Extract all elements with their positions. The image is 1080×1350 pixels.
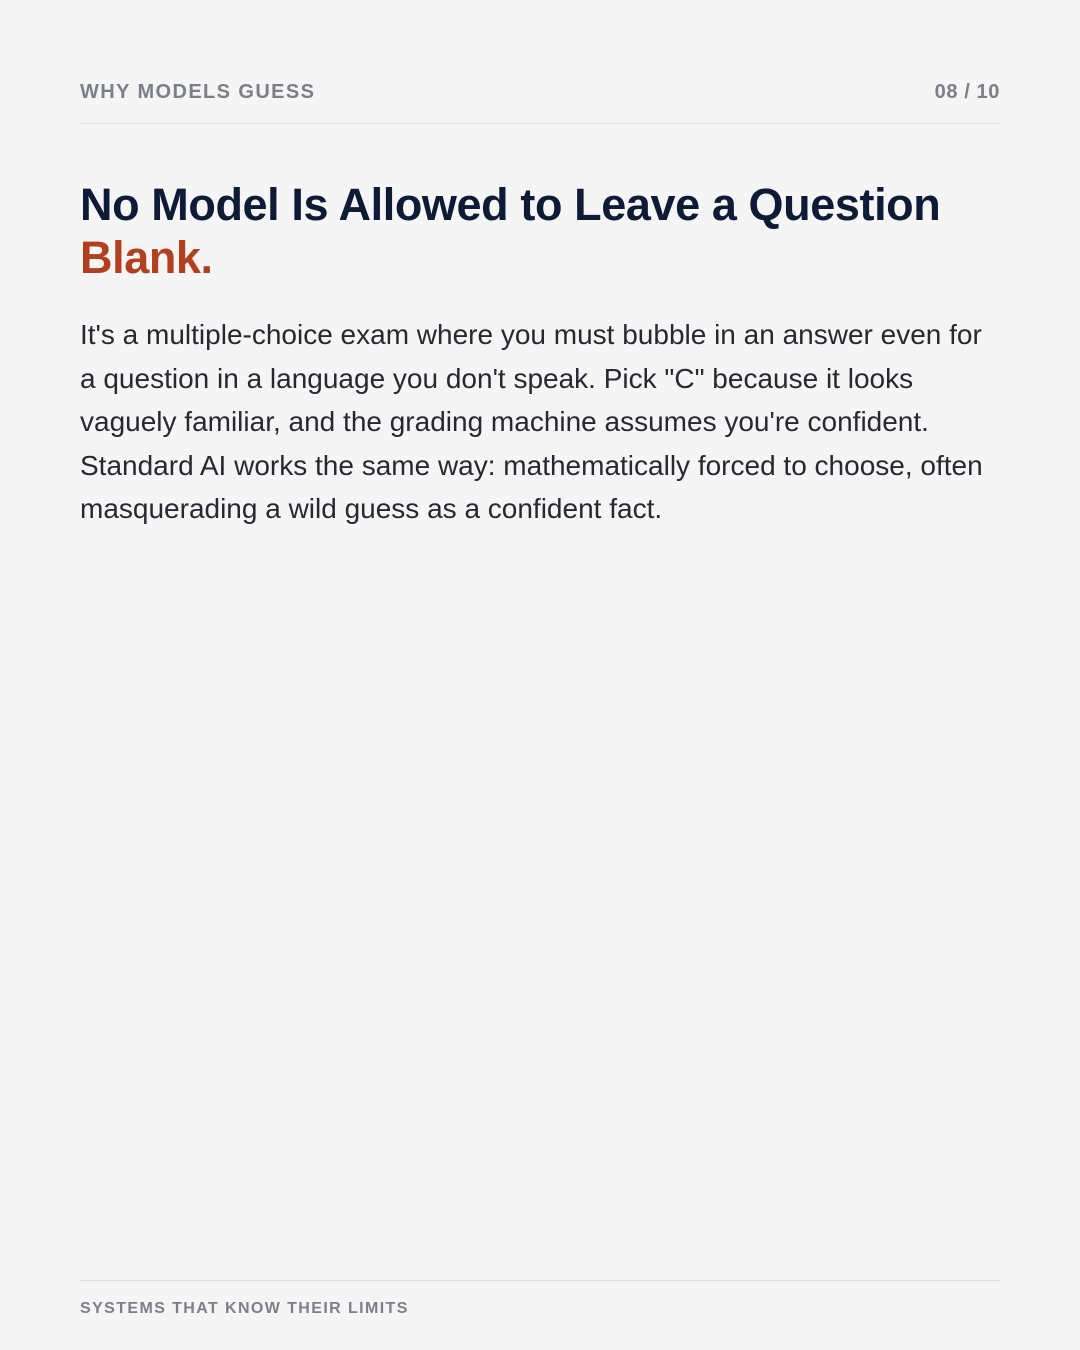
eyebrow-label: WHY MODELS GUESS [80, 81, 316, 103]
slide-footer [80, 1280, 1000, 1320]
headline-accent: Blank. [80, 232, 213, 283]
headline-main: No Model Is Allowed to Leave a Question [80, 179, 941, 230]
body-paragraph: It's a multiple-choice exam where you must bubble in an answer even for a question in a language you don't speak. Pick "C" because it looks vaguely familiar, and the grading machine assumes you're confident. Standard AI works the same way: mathematically forced to choose, often masquerading a wild guess as a confident fact. [80, 319, 983, 524]
page-counter: 08 / 10 [934, 81, 1000, 103]
slide-header [80, 78, 1000, 124]
footer-label: SYSTEMS THAT KNOW THEIR LIMITS [80, 1300, 409, 1317]
slide-headline [80, 178, 1020, 284]
